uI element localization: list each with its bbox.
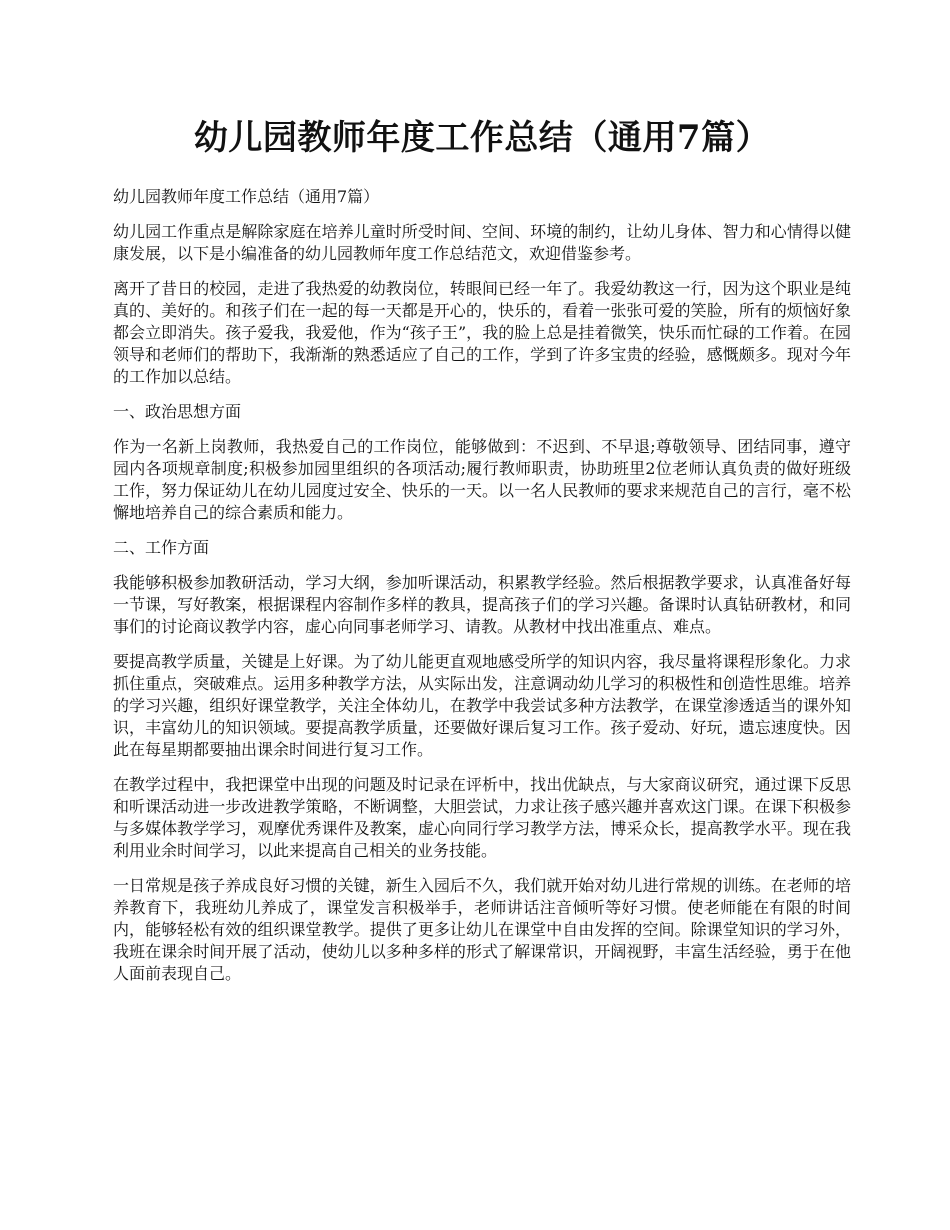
section-heading-work: 二、工作方面 <box>113 538 210 557</box>
work-paragraph-quality: 要提高教学质量，关键是上好课。为了幼儿能更直观地感受所学的知识内容，我尽量将课程形象化。力求抓住重点，突破难点。运用多种教学方法，从实际出发，注意调动幼儿学习的积极性和创造性思维。培养的学习兴趣，组织好课堂教学，关注全体幼儿，在教学中我尝试多种方法教学，在课堂渗透适当的课外知识，丰富幼儿的知识领域。要提高教学质量，还要做好课后复习工作。孩子爱动、好玩，遗忘速度快。因此在每星期都要抽出课余时间进行复习工作。 <box>113 652 851 759</box>
work-paragraph-reflection: 在教学过程中，我把课堂中出现的问题及时记录在评析中，找出优缺点，与大家商议研究，通过课下反思和听课活动进一步改进教学策略，不断调整，大胆尝试，力求让孩子感兴趣并喜欢这门课。在课下积极参与多媒体教学学习，观摩优秀课件及教案，虚心向同行学习教学方法，博采众长，提高教学水平。现在我利用业余时间学习，以此来提高自己相关的业务技能。 <box>113 775 851 860</box>
politics-paragraph: 作为一名新上岗教师，我热爱自己的工作岗位，能够做到：不迟到、不早退;尊敬领导、团结同事，遵守园内各项规章制度;积极参加园里组织的各项活动;履行教师职责，协助班里2位老师认真负责的做好班级工作，努力保证幼儿在幼儿园度过安全、快乐的一天。以一名人民教师的要求来规范自己的言行，毫不松懈地培养自己的综合素质和能力。 <box>113 437 851 522</box>
document-title: 幼儿园教师年度工作总结（通用7篇） <box>193 118 771 158</box>
work-paragraph-research: 我能够积极参加教研活动，学习大纲，参加听课活动，积累教学经验。然后根据教学要求，认真准备好每一节课，写好教案，根据课程内容制作多样的教具，提高孩子们的学习兴趣。备课时认真钻研教材，和同事们的讨论商议教学内容，虚心向同事老师学习、请教。从教材中找出准重点、难点。 <box>113 573 851 636</box>
intro-paragraph: 幼儿园工作重点是解除家庭在培养儿童时所受时间、空间、环境的制约，让幼儿身体、智力和心情得以健康发展，以下是小编准备的幼儿园教师年度工作总结范文，欢迎借鉴参考。 <box>113 222 851 263</box>
document-page <box>113 112 851 998</box>
opening-paragraph: 离开了昔日的校园，走进了我热爱的幼教岗位，转眼间已经一年了。我爱幼教这一行，因为这个职业是纯真的、美好的。和孩子们在一起的每一天都是开心的，快乐的，看着一张张可爱的笑脸，所有的烦恼好象都会立即消失。孩子爱我，我爱他，作为“孩子王”，我的脸上总是挂着微笑，快乐而忙碌的工作着。在园领导和老师们的帮助下，我渐渐的熟悉适应了自己的工作，学到了许多宝贵的经验，感慨颇多。现对今年的工作加以总结。 <box>113 279 851 386</box>
work-paragraph-routine: 一日常规是孩子养成良好习惯的关键，新生入园后不久，我们就开始对幼儿进行常规的训练。在老师的培养教育下，我班幼儿养成了，课堂发言积极举手，老师讲话注音倾听等好习惯。使老师能在有限的时间内，能够轻松有效的组织课堂教学。提供了更多让幼儿在课堂中自由发挥的空间。除课堂知识的学习外，我班在课余时间开展了活动，使幼儿以多种多样的形式了解课常识，开阔视野，丰富生活经验，勇于在他人面前表现自己。 <box>113 876 851 983</box>
document-subtitle: 幼儿园教师年度工作总结（通用7篇） <box>113 187 380 206</box>
section-heading-politics: 一、政治思想方面 <box>113 402 242 421</box>
